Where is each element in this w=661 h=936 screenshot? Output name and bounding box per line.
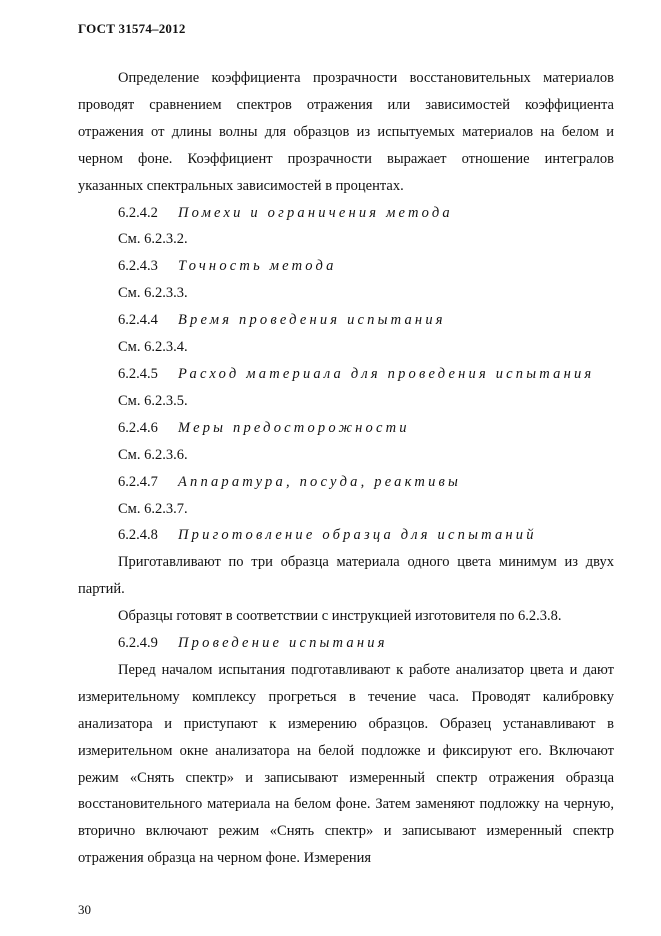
section-number: 6.2.4.9 (118, 635, 158, 652)
document-body (78, 65, 614, 872)
sample-preparation-paragraph: Приготавливают по три образца материала одного цвета минимум из двух партий. (78, 554, 614, 598)
section-title: Время проведения испытания (178, 312, 446, 329)
section-title: Помехи и ограничения метода (178, 204, 453, 221)
test-procedure-paragraph: Перед началом испытания подготавливают к работе анализатор цвета и дают измерительному комплексу прогреться в течение часа. Проводят калибровку анализатора и приступают к измерению образцов. Образец устанавливают в измерительном окне анализатора на белой подложке и фиксируют его. Включают режим «Снять спектр» и записывают измеренный спектр отражения образца восстановительного материала на белом фоне. Затем заменяют подложку на черную, вторично включают режим «Снять спектр» и записывают измеренный спектр отражения образца на черном фоне. Измерения (78, 661, 614, 867)
section-number: 6.2.4.4 (118, 312, 158, 329)
section-heading (78, 415, 614, 442)
section-reference: См. 6.2.3.6. (118, 446, 188, 463)
section-heading (78, 307, 614, 334)
section-reference: См. 6.2.3.3. (118, 285, 188, 302)
section-reference: См. 6.2.3.5. (118, 392, 188, 409)
section-heading (78, 522, 614, 549)
section-heading (78, 469, 614, 496)
section-title: Аппаратура, посуда, реактивы (178, 473, 462, 490)
page-number: 30 (78, 902, 91, 917)
section-title: Меры предосторожности (178, 419, 410, 436)
section-number: 6.2.4.2 (118, 204, 158, 221)
section-number: 6.2.4.8 (118, 527, 158, 544)
section-heading (78, 200, 614, 227)
section-number: 6.2.4.3 (118, 258, 158, 275)
sample-preparation-paragraph: Образцы готовят в соответствии с инструкцией изготовителя по 6.2.3.8. (118, 608, 562, 625)
section-number: 6.2.4.5 (118, 365, 158, 382)
section-reference: См. 6.2.3.2. (118, 231, 188, 248)
section-heading (78, 253, 614, 280)
section-reference: См. 6.2.3.7. (118, 500, 188, 517)
section-title: Расход материала для проведения испытания (178, 365, 595, 382)
section-number: 6.2.4.7 (118, 473, 158, 490)
section-reference: См. 6.2.3.4. (118, 339, 188, 356)
section-title: Точность метода (178, 258, 337, 275)
section-heading (78, 361, 614, 388)
section-title: Проведение испытания (178, 635, 388, 652)
section-number: 6.2.4.6 (118, 419, 158, 436)
intro-paragraph: Определение коэффициента прозрачности восстановительных материалов проводят сравнением спектров отражения или зависимостей коэффициента отражения от длины волны для образцов из испытуемых материалов на белом и черном фоне. Коэффициент прозрачности выражает отношение интегралов указанных спектральных зависимостей в процентах. (78, 70, 614, 194)
document-header: ГОСТ 31574–2012 (78, 21, 186, 36)
section-heading (78, 630, 614, 657)
section-title: Приготовление образца для испытаний (178, 527, 537, 544)
